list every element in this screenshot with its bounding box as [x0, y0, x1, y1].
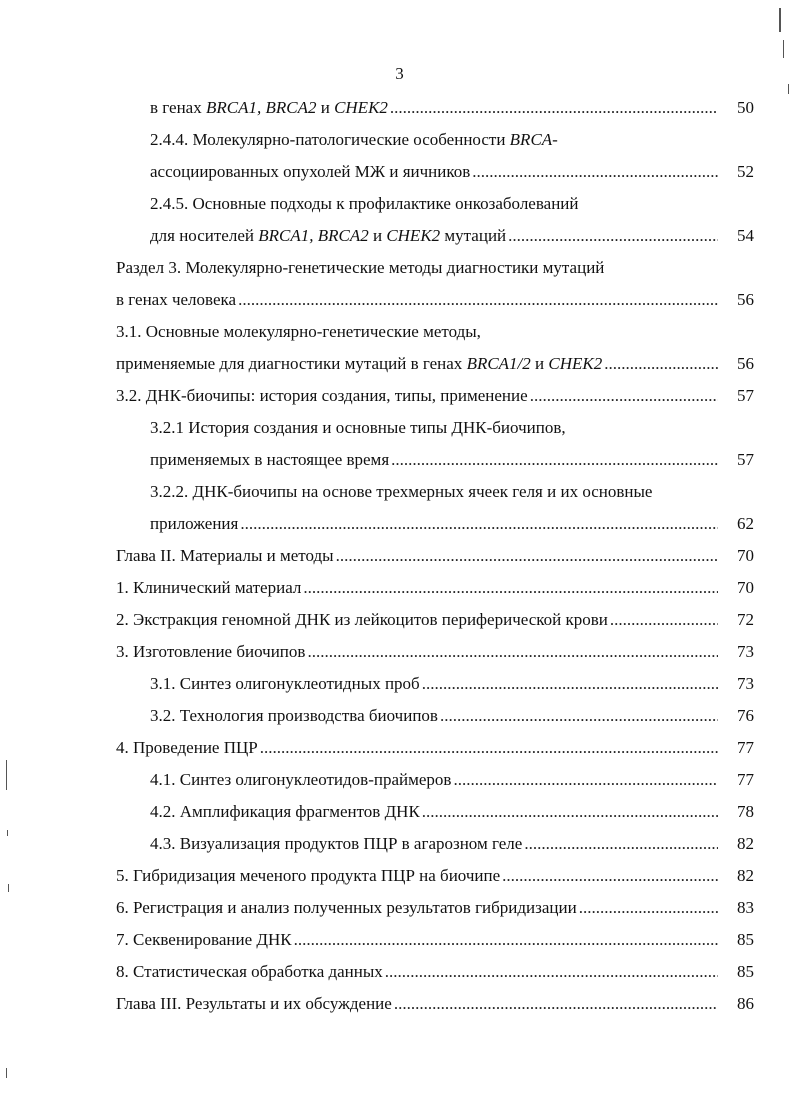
leader-dots [422, 672, 718, 696]
toc-entry-text: для носителей BRCA1, BRCA2 и CHEK2 мутаций [150, 226, 507, 245]
toc-entry-text: 4.3. Визуализация продуктов ПЦР в агарозном геле [150, 834, 523, 853]
toc-entry-text: приложения [150, 514, 239, 533]
leader-dots [336, 544, 718, 568]
toc-entry [116, 576, 754, 600]
leader-dots [394, 992, 718, 1016]
toc-entry-text: 1. Клинический материал [116, 578, 302, 597]
toc-entry [116, 960, 754, 984]
toc-entry: 3.2.1 История создания и основные типы ДНК-биочипов, [150, 418, 566, 437]
toc-entry-text: 4. Проведение ПЦР [116, 738, 258, 757]
leader-dots [508, 224, 718, 248]
toc-entry: Раздел 3. Молекулярно-генетические методы диагностики мутаций [116, 258, 605, 277]
toc-entry: 2.4.4. Молекулярно-патологические особенности BRCA- [150, 130, 558, 149]
toc-entry [150, 672, 754, 696]
toc-page-number: 76 [737, 706, 754, 725]
toc-entry-text: 3. Изготовление биочипов [116, 642, 306, 661]
toc-page-number: 52 [737, 162, 754, 181]
toc-entry-text: 7. Секвенирование ДНК [116, 930, 292, 949]
toc-entry [116, 864, 754, 888]
toc-entry [150, 512, 754, 536]
toc-entry-text: ассоциированных опухолей МЖ и яичников [150, 162, 471, 181]
toc-entry-text: применяемых в настоящее время [150, 450, 390, 469]
toc-entry [116, 928, 754, 952]
toc-page-number: 56 [737, 354, 754, 373]
toc-page-number: 54 [737, 226, 754, 245]
toc-entry-text: 3.2. ДНК-биочипы: история создания, типы, применение [116, 386, 528, 405]
toc-page-number: 73 [737, 642, 754, 661]
toc-page-number: 72 [737, 610, 754, 629]
toc-entry-text: Глава II. Материалы и методы [116, 546, 334, 565]
leader-dots [579, 896, 718, 920]
toc-entry [150, 96, 754, 120]
leader-dots [390, 96, 718, 120]
toc-entry [116, 896, 754, 920]
scan-mark [8, 884, 9, 892]
toc-entry-text: Глава III. Результаты и их обсуждение [116, 994, 392, 1013]
leader-dots [238, 288, 718, 312]
toc-entry-text: в генах BRCA1, BRCA2 и CHEK2 [150, 98, 388, 117]
leader-dots [294, 928, 718, 952]
toc-page-number: 83 [737, 898, 754, 917]
leader-dots [391, 448, 718, 472]
toc-page-number: 78 [737, 802, 754, 821]
toc-entry [116, 736, 754, 760]
toc-page-number: 85 [737, 930, 754, 949]
toc-entry-text: 4.2. Амплификация фрагментов ДНК [150, 802, 420, 821]
toc-entry-text: 3.1. Синтез олигонуклеотидных проб [150, 674, 420, 693]
toc-entry: 3.1. Основные молекулярно-генетические методы, [116, 322, 481, 341]
toc-page-number: 62 [737, 514, 754, 533]
toc-entry: 2.4.5. Основные подходы к профилактике онкозаболеваний [150, 194, 579, 213]
toc-entry [116, 640, 754, 664]
toc-page-number: 82 [737, 866, 754, 885]
toc-page-number: 50 [737, 98, 754, 117]
leader-dots [502, 864, 718, 888]
scan-mark [6, 1068, 7, 1078]
toc-entry-text: применяемые для диагностики мутаций в генах BRCA1/2 и CHEK2 [116, 354, 603, 373]
toc-entry [116, 608, 754, 632]
scan-mark [6, 760, 7, 790]
toc-page-number: 57 [737, 386, 754, 405]
toc-page-number: 70 [737, 546, 754, 565]
leader-dots [524, 832, 718, 856]
toc-entry-text: 2. Экстракция геномной ДНК из лейкоцитов периферической крови [116, 610, 608, 629]
toc-entry [150, 832, 754, 856]
leader-dots [440, 704, 718, 728]
scan-mark [788, 84, 789, 94]
toc-entry-text: 3.2. Технология производства биочипов [150, 706, 438, 725]
leader-dots [453, 768, 718, 792]
toc-page-number: 70 [737, 578, 754, 597]
scan-mark [779, 8, 781, 32]
leader-dots [385, 960, 718, 984]
toc-entry-text: 5. Гибридизация меченого продукта ПЦР на биочипе [116, 866, 501, 885]
scan-mark [7, 830, 8, 836]
leader-dots [604, 352, 718, 376]
toc-entry [150, 800, 754, 824]
leader-dots [303, 576, 718, 600]
leader-dots [530, 384, 718, 408]
toc-entry [150, 224, 754, 248]
leader-dots [260, 736, 718, 760]
toc-entry-text: 4.1. Синтез олигонуклеотидов-праймеров [150, 770, 452, 789]
leader-dots [307, 640, 718, 664]
toc-page-number: 56 [737, 290, 754, 309]
toc-entry [150, 160, 754, 184]
toc-entry [116, 384, 754, 408]
toc-page-number: 85 [737, 962, 754, 981]
toc-page-number: 82 [737, 834, 754, 853]
toc-entry [150, 704, 754, 728]
toc-entry [150, 768, 754, 792]
toc-entry-text: 6. Регистрация и анализ полученных результатов гибридизации [116, 898, 577, 917]
toc-page-number: 77 [737, 738, 754, 757]
toc-page-number: 77 [737, 770, 754, 789]
scan-mark [783, 40, 784, 58]
toc-entry [116, 992, 754, 1016]
toc-page-number: 73 [737, 674, 754, 693]
toc-entry [116, 288, 754, 312]
toc-entry-text: 8. Статистическая обработка данных [116, 962, 383, 981]
leader-dots [610, 608, 718, 632]
toc-entry [116, 352, 754, 376]
toc-page-number: 86 [737, 994, 754, 1013]
toc-entry: 3.2.2. ДНК-биочипы на основе трехмерных ячеек геля и их основные [150, 482, 653, 501]
toc-entry-text: в генах человека [116, 290, 237, 309]
page-number: 3 [395, 64, 404, 83]
toc-entry [150, 448, 754, 472]
leader-dots [472, 160, 718, 184]
toc-page-number: 57 [737, 450, 754, 469]
leader-dots [240, 512, 718, 536]
leader-dots [422, 800, 718, 824]
toc-entry [116, 544, 754, 568]
